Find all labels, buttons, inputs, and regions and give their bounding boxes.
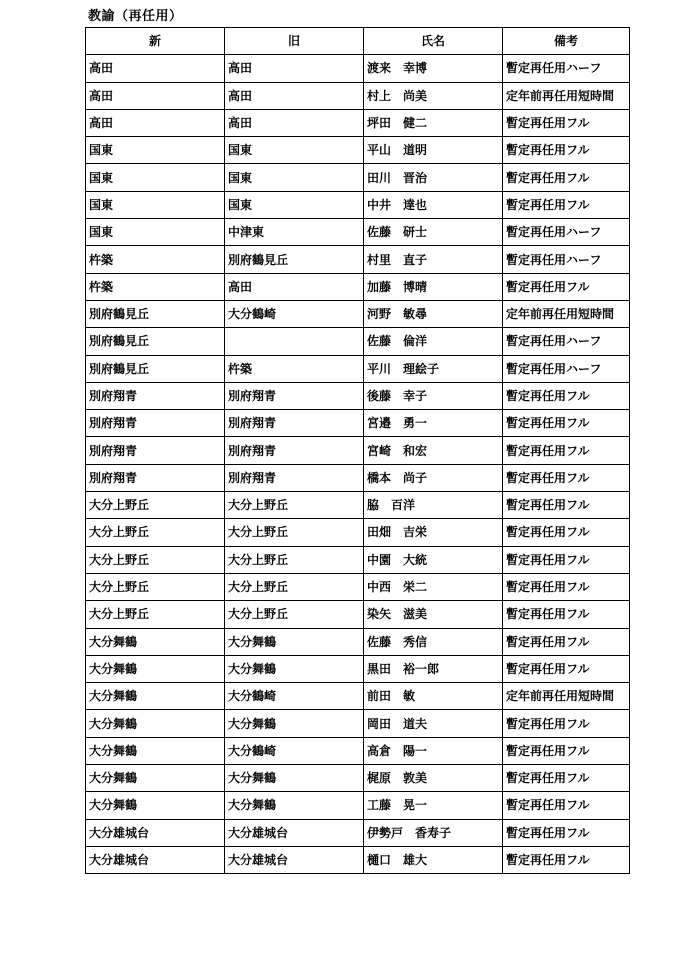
document-title: 教諭（再任用）: [88, 9, 183, 24]
cell-old-school: 大分雄城台: [225, 819, 364, 846]
cell-name: 河野 敏尋: [364, 300, 503, 327]
cell-name: 村上 尚美: [364, 82, 503, 109]
table-header-row: [86, 28, 630, 55]
cell-new-school: 大分舞鶴: [86, 792, 225, 819]
table-row: [86, 219, 630, 246]
cell-remarks: 暫定再任用フル: [503, 382, 630, 409]
cell-remarks: 暫定再任用ハーフ: [503, 328, 630, 355]
cell-new-school: 別府鶴見丘: [86, 300, 225, 327]
cell-remarks: 暫定再任用フル: [503, 492, 630, 519]
cell-name: 村里 直子: [364, 246, 503, 273]
cell-name: 高倉 陽一: [364, 737, 503, 764]
cell-old-school: 国東: [225, 164, 364, 191]
cell-name: 中園 大統: [364, 546, 503, 573]
cell-remarks: 暫定再任用フル: [503, 437, 630, 464]
table-row: [86, 546, 630, 573]
cell-old-school: 大分上野丘: [225, 573, 364, 600]
cell-old-school: 大分雄城台: [225, 846, 364, 873]
cell-remarks: 暫定再任用フル: [503, 792, 630, 819]
cell-new-school: 大分舞鶴: [86, 765, 225, 792]
column-header-name: 氏名: [364, 28, 503, 55]
table-row: [86, 765, 630, 792]
column-header-old: 旧: [225, 28, 364, 55]
table-row: [86, 710, 630, 737]
cell-old-school: 高田: [225, 109, 364, 136]
cell-name: 佐藤 研士: [364, 219, 503, 246]
cell-name: 後藤 幸子: [364, 382, 503, 409]
cell-remarks: 暫定再任用フル: [503, 519, 630, 546]
table-row: [86, 328, 630, 355]
table-row: [86, 82, 630, 109]
table-row: [86, 464, 630, 491]
cell-remarks: 暫定再任用フル: [503, 655, 630, 682]
cell-remarks: 暫定再任用フル: [503, 273, 630, 300]
cell-new-school: 別府翔青: [86, 410, 225, 437]
cell-name: 樋口 雄大: [364, 846, 503, 873]
cell-new-school: 大分舞鶴: [86, 737, 225, 764]
cell-old-school: 大分鶴崎: [225, 737, 364, 764]
cell-remarks: 暫定再任用フル: [503, 765, 630, 792]
cell-old-school: 大分上野丘: [225, 601, 364, 628]
table-row: [86, 137, 630, 164]
cell-old-school: 大分鶴崎: [225, 683, 364, 710]
cell-new-school: 大分舞鶴: [86, 710, 225, 737]
cell-remarks: 暫定再任用フル: [503, 601, 630, 628]
cell-name: 染矢 滋美: [364, 601, 503, 628]
cell-new-school: 大分上野丘: [86, 492, 225, 519]
cell-name: 佐藤 秀信: [364, 628, 503, 655]
cell-new-school: 大分舞鶴: [86, 655, 225, 682]
cell-name: 平川 理絵子: [364, 355, 503, 382]
cell-new-school: 別府鶴見丘: [86, 328, 225, 355]
cell-old-school: 別府翔青: [225, 464, 364, 491]
cell-remarks: 定年前再任用短時間: [503, 683, 630, 710]
cell-old-school: 大分舞鶴: [225, 765, 364, 792]
cell-name: 加藤 博晴: [364, 273, 503, 300]
cell-old-school: 国東: [225, 137, 364, 164]
cell-name: 中西 栄二: [364, 573, 503, 600]
table-row: [86, 164, 630, 191]
cell-name: 平山 道明: [364, 137, 503, 164]
cell-name: 田川 晋治: [364, 164, 503, 191]
cell-name: 宮崎 和宏: [364, 437, 503, 464]
cell-remarks: 暫定再任用ハーフ: [503, 246, 630, 273]
cell-remarks: 暫定再任用ハーフ: [503, 55, 630, 82]
cell-name: 岡田 道夫: [364, 710, 503, 737]
cell-name: 脇 百洋: [364, 492, 503, 519]
cell-remarks: 暫定再任用フル: [503, 628, 630, 655]
table-row: [86, 846, 630, 873]
cell-old-school: 別府鶴見丘: [225, 246, 364, 273]
cell-new-school: 高田: [86, 55, 225, 82]
cell-old-school: 杵築: [225, 355, 364, 382]
cell-old-school: 大分舞鶴: [225, 792, 364, 819]
cell-old-school: [225, 328, 364, 355]
cell-remarks: 定年前再任用短時間: [503, 82, 630, 109]
cell-new-school: 別府翔青: [86, 382, 225, 409]
cell-name: 田畑 吉栄: [364, 519, 503, 546]
cell-old-school: 別府翔青: [225, 437, 364, 464]
cell-remarks: 暫定再任用フル: [503, 710, 630, 737]
table-row: [86, 628, 630, 655]
cell-new-school: 別府翔青: [86, 437, 225, 464]
cell-name: 工藤 晃一: [364, 792, 503, 819]
cell-remarks: 暫定再任用フル: [503, 191, 630, 218]
table-row: [86, 492, 630, 519]
cell-name: 佐藤 倫洋: [364, 328, 503, 355]
cell-new-school: 大分舞鶴: [86, 683, 225, 710]
cell-remarks: 暫定再任用ハーフ: [503, 355, 630, 382]
cell-old-school: 国東: [225, 191, 364, 218]
cell-name: 宮邉 勇一: [364, 410, 503, 437]
cell-old-school: 大分舞鶴: [225, 710, 364, 737]
cell-new-school: 大分上野丘: [86, 519, 225, 546]
table-row: [86, 191, 630, 218]
column-header-remarks: 備考: [503, 28, 630, 55]
personnel-table: [85, 27, 630, 874]
cell-old-school: 大分上野丘: [225, 492, 364, 519]
cell-remarks: 暫定再任用フル: [503, 464, 630, 491]
table-row: [86, 355, 630, 382]
cell-name: 渡来 幸博: [364, 55, 503, 82]
cell-remarks: 暫定再任用フル: [503, 137, 630, 164]
cell-name: 黒田 裕一郎: [364, 655, 503, 682]
table-row: [86, 273, 630, 300]
cell-new-school: 別府翔青: [86, 464, 225, 491]
table-row: [86, 792, 630, 819]
cell-remarks: 暫定再任用フル: [503, 573, 630, 600]
cell-old-school: 高田: [225, 82, 364, 109]
table-row: [86, 819, 630, 846]
table-row: [86, 55, 630, 82]
cell-old-school: 高田: [225, 273, 364, 300]
cell-old-school: 別府翔青: [225, 410, 364, 437]
cell-new-school: 高田: [86, 82, 225, 109]
table-row: [86, 683, 630, 710]
cell-name: 伊勢戸 香寿子: [364, 819, 503, 846]
cell-old-school: 別府翔青: [225, 382, 364, 409]
cell-old-school: 大分舞鶴: [225, 655, 364, 682]
cell-old-school: 大分上野丘: [225, 546, 364, 573]
cell-name: 坪田 健二: [364, 109, 503, 136]
cell-old-school: 大分舞鶴: [225, 628, 364, 655]
cell-name: 梶原 敦美: [364, 765, 503, 792]
cell-remarks: 暫定再任用フル: [503, 846, 630, 873]
table-row: [86, 109, 630, 136]
table-row: [86, 382, 630, 409]
cell-new-school: 大分舞鶴: [86, 628, 225, 655]
table-row: [86, 737, 630, 764]
table-row: [86, 246, 630, 273]
cell-remarks: 暫定再任用フル: [503, 164, 630, 191]
cell-remarks: 暫定再任用フル: [503, 546, 630, 573]
cell-new-school: 国東: [86, 191, 225, 218]
cell-new-school: 大分雄城台: [86, 846, 225, 873]
cell-name: 中井 達也: [364, 191, 503, 218]
cell-old-school: 大分上野丘: [225, 519, 364, 546]
cell-remarks: 暫定再任用フル: [503, 109, 630, 136]
cell-new-school: 杵築: [86, 273, 225, 300]
cell-new-school: 国東: [86, 137, 225, 164]
cell-new-school: 大分上野丘: [86, 546, 225, 573]
column-header-new: 新: [86, 28, 225, 55]
table-row: [86, 601, 630, 628]
cell-name: 橋本 尚子: [364, 464, 503, 491]
table-row: [86, 410, 630, 437]
table-row: [86, 300, 630, 327]
cell-remarks: 暫定再任用フル: [503, 819, 630, 846]
cell-new-school: 国東: [86, 219, 225, 246]
cell-remarks: 暫定再任用フル: [503, 737, 630, 764]
table-row: [86, 437, 630, 464]
cell-old-school: 中津東: [225, 219, 364, 246]
cell-new-school: 別府鶴見丘: [86, 355, 225, 382]
cell-old-school: 大分鶴崎: [225, 300, 364, 327]
cell-new-school: 大分上野丘: [86, 601, 225, 628]
cell-new-school: 大分雄城台: [86, 819, 225, 846]
cell-remarks: 暫定再任用ハーフ: [503, 219, 630, 246]
cell-new-school: 杵築: [86, 246, 225, 273]
cell-old-school: 高田: [225, 55, 364, 82]
table-row: [86, 655, 630, 682]
cell-new-school: 大分上野丘: [86, 573, 225, 600]
cell-new-school: 高田: [86, 109, 225, 136]
cell-remarks: 定年前再任用短時間: [503, 300, 630, 327]
cell-new-school: 国東: [86, 164, 225, 191]
table-row: [86, 519, 630, 546]
table-row: [86, 573, 630, 600]
cell-remarks: 暫定再任用フル: [503, 410, 630, 437]
cell-name: 前田 敏: [364, 683, 503, 710]
